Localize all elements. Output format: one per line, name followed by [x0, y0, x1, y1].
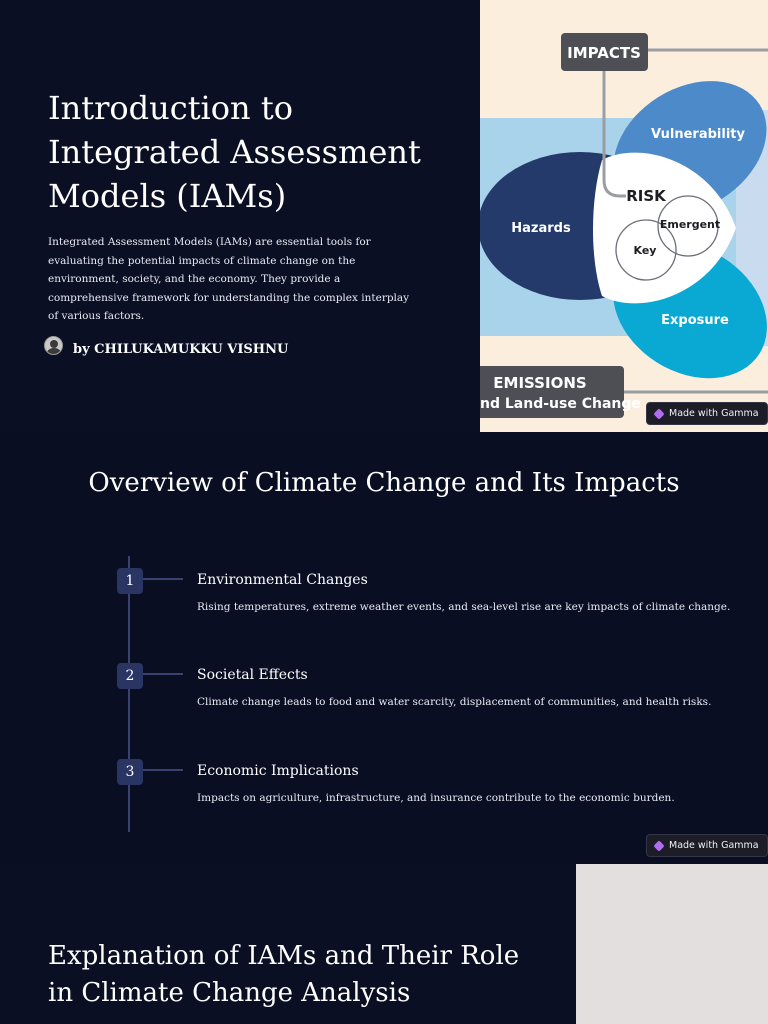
- step-connector: [143, 578, 183, 580]
- title-slide: [0, 0, 768, 432]
- step-description: Impacts on agriculture, infrastructure, and insurance contribute to the economic burden.: [197, 792, 675, 804]
- gamma-logo-icon: [653, 408, 664, 419]
- avatar: [44, 336, 63, 355]
- step-description: Climate change leads to food and water scarcity, displacement of communities, and health risks.: [197, 696, 712, 708]
- risk-diagram-svg: [480, 0, 768, 432]
- made-with-gamma-badge[interactable]: [646, 402, 768, 425]
- made-with-gamma-badge[interactable]: [646, 834, 768, 857]
- emergent-label: Emergent: [659, 218, 721, 231]
- step-title: Economic Implications: [197, 763, 359, 779]
- emissions-label: EMISSIONS: [493, 374, 587, 392]
- step-title: Societal Effects: [197, 667, 308, 683]
- step-title: Environmental Changes: [197, 572, 368, 588]
- overview-slide: [0, 432, 768, 864]
- step-number-badge: 1: [117, 568, 143, 594]
- step-number-badge: 3: [117, 759, 143, 785]
- slide-image-placeholder: [576, 864, 768, 1024]
- risk-label: RISK: [626, 187, 666, 205]
- vulnerability-label: Vulnerability: [651, 127, 745, 142]
- author-byline: [44, 334, 288, 357]
- risk-diagram-image: [480, 0, 768, 432]
- badge-label: Made with Gamma: [669, 408, 759, 419]
- iam-explanation-slide: [0, 864, 768, 1024]
- step-number-badge: 2: [117, 663, 143, 689]
- iam-explanation-title: Explanation of IAMs and Their Role in Climate Change Analysis: [48, 941, 520, 1008]
- intro-description: Integrated Assessment Models (IAMs) are essential tools for evaluating the potential impacts of climate change on the environment, society, and the economy. They provide a comprehensive framework for understanding the complex interplay of various factors.: [48, 236, 410, 322]
- author-name: by CHILUKAMUKKU VISHNU: [73, 342, 289, 357]
- badge-label: Made with Gamma: [669, 840, 759, 851]
- step-connector: [143, 673, 183, 675]
- overview-title: Overview of Climate Change and Its Impacts: [88, 468, 680, 498]
- timeline-line: [128, 556, 130, 832]
- key-label: Key: [633, 244, 657, 257]
- gamma-logo-icon: [653, 840, 664, 851]
- page-title: Introduction to Integrated Assessment Models (IAMs): [48, 89, 421, 215]
- exposure-label: Exposure: [661, 313, 729, 328]
- impacts-label: IMPACTS: [567, 44, 641, 62]
- hazards-label: Hazards: [511, 221, 571, 236]
- step-description: Rising temperatures, extreme weather events, and sea-level rise are key impacts of climate change.: [197, 601, 731, 613]
- land-use-label: nd Land-use Change: [480, 396, 641, 412]
- step-connector: [143, 769, 183, 771]
